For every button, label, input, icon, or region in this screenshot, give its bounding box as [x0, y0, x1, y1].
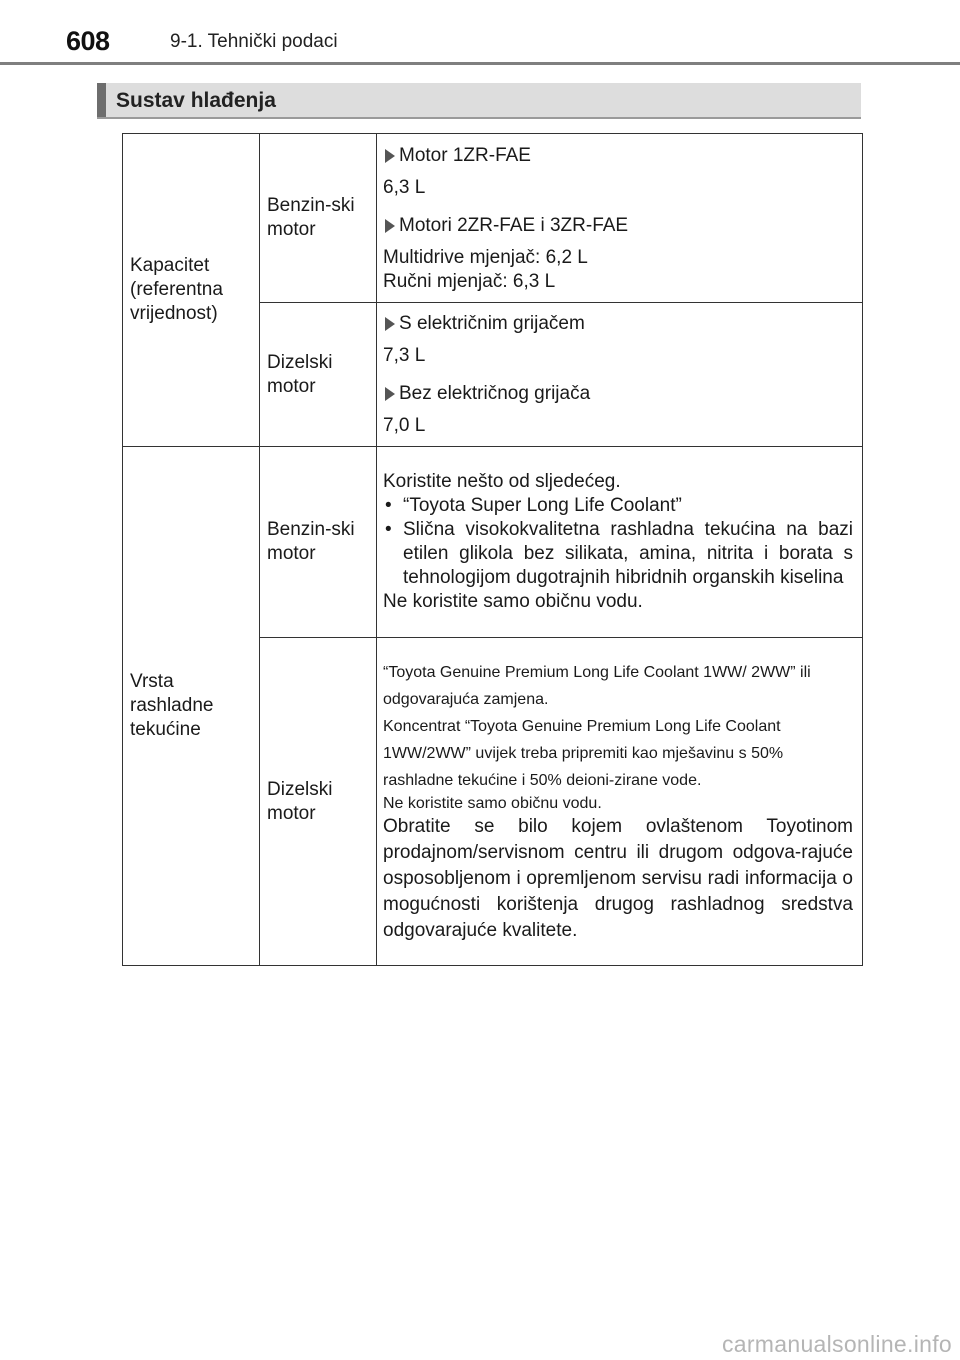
triangle-right-icon [385, 149, 395, 163]
capacity-value: 7,3 L [383, 344, 426, 366]
coolant-diesel-line: Ne koristite samo običnu vodu. [383, 795, 602, 812]
cooling-system-table [122, 133, 863, 966]
coolant-diesel-values [377, 638, 863, 966]
coolant-petrol-values [377, 447, 863, 638]
watermark: carmanualsonline.info [721, 1331, 952, 1357]
table-row [123, 134, 863, 303]
triangle-right-icon [385, 317, 395, 331]
coolant-type-label: Vrsta rashladne tekućine [123, 447, 260, 966]
triangle-right-icon [385, 219, 395, 233]
chapter-title: 9-1. Tehnički podaci [170, 31, 338, 52]
section-accent-bar [97, 83, 106, 117]
coolant-intro: Koristite nešto od sljedećeg. [383, 471, 621, 492]
engine-heading: Bez električnog grijača [399, 382, 591, 404]
capacity-value: Ručni mjenjač: 6,3 L [383, 271, 556, 292]
section-title: Sustav hlađenja [116, 89, 276, 112]
page-number: 608 [66, 26, 110, 56]
capacity-value: 6,3 L [383, 177, 426, 198]
list-item: • Slična visokokvalitetna rashladna tekućina na bazi etilen glikola bez silikata, amina, nitrita i borata s tehnologijom dugotrajnih hibridnih organskih kiselina [385, 519, 853, 588]
capacity-value: 7,0 L [383, 414, 426, 436]
capacity-value: Multidrive mjenjač: 6,2 L [383, 247, 588, 268]
capacity-label: Kapacitet (referentna vrijednost) [123, 134, 260, 447]
coolant-diesel-line: Obratite se bilo kojem ovlaštenom Toyotinom prodajnom/servisnom centru ili drugom odgova-rajuće osposobljenom i opremljenom servisu radi informacija o mogućnosti korištenja drugog rashladnog sredstva odgovarajuće kvalitete. [383, 816, 853, 941]
coolant-diesel-line: “Toyota Genuine Premium Long Life Coolant 1WW/ 2WW” ili odgovarajuća zamjena. [383, 664, 811, 708]
capacity-petrol-label: Benzin-ski motor [260, 134, 377, 303]
coolant-petrol-label: Benzin-ski motor [260, 447, 377, 638]
engine-heading: Motori 2ZR-FAE i 3ZR-FAE [399, 215, 629, 236]
header-divider [0, 62, 960, 65]
engine-heading: S električnim grijačem [399, 312, 585, 334]
list-item: • “Toyota Super Long Life Coolant” [385, 495, 682, 516]
coolant-note: Ne koristite samo običnu vodu. [383, 591, 643, 612]
triangle-right-icon [385, 387, 395, 401]
coolant-diesel-line: Koncentrat “Toyota Genuine Premium Long Life Coolant 1WW/2WW” uvijek treba pripremiti kao mješavinu s 50% rashladne tekućine i 50% deioni-zirane vode. [383, 718, 784, 789]
coolant-list [383, 494, 853, 590]
capacity-diesel-label: Dizelski motor [260, 303, 377, 447]
table-row [123, 447, 863, 638]
capacity-petrol-values [377, 134, 863, 303]
engine-heading: Motor 1ZR-FAE [399, 145, 531, 166]
section-header [97, 83, 861, 119]
coolant-diesel-label: Dizelski motor [260, 638, 377, 966]
capacity-diesel-values [377, 303, 863, 447]
